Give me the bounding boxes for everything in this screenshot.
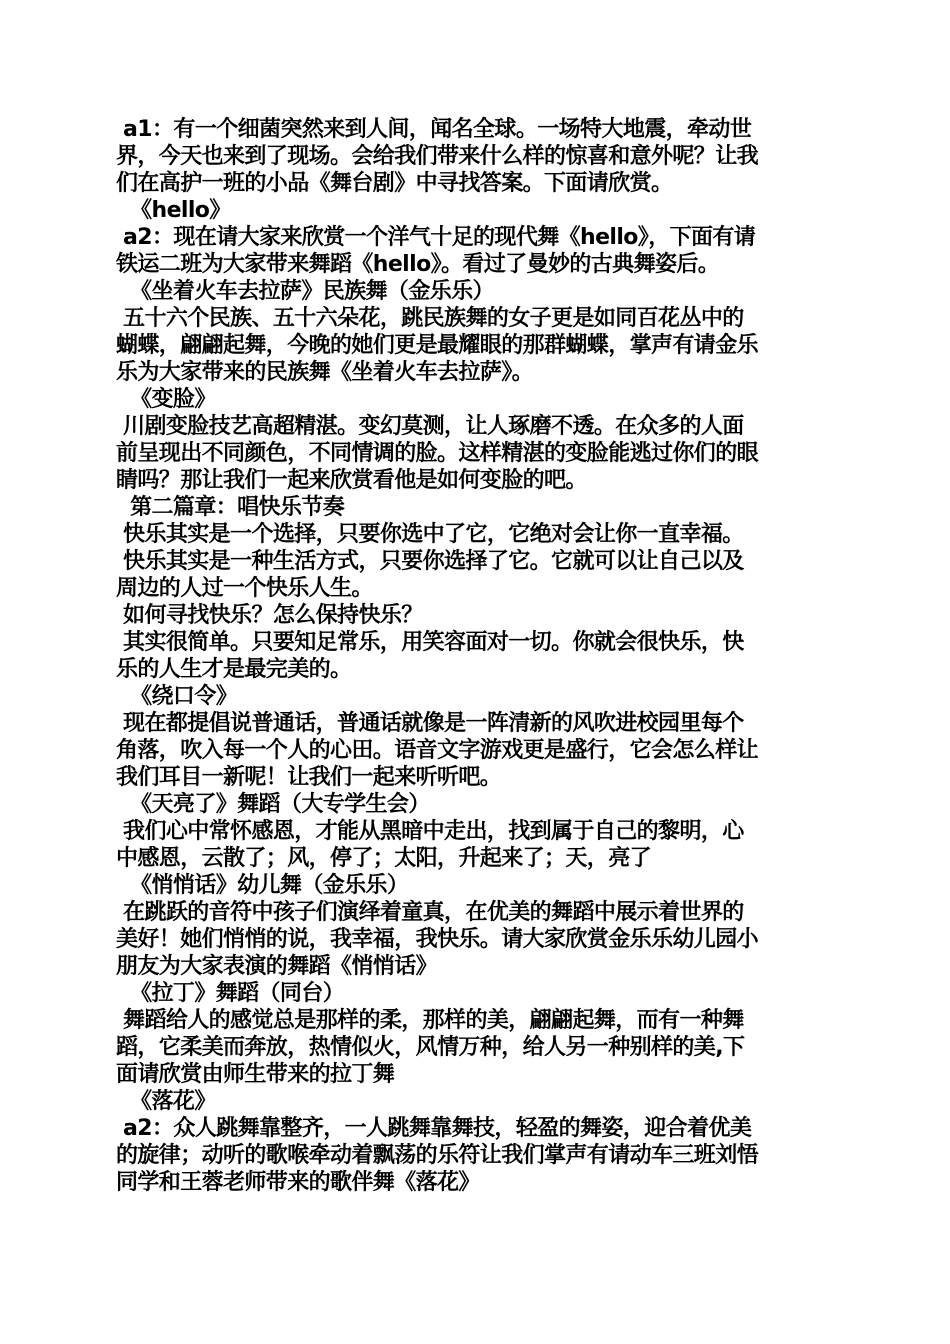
text-line: 周边的人过一个快乐人生。: [116, 576, 373, 601]
text-line: 乐为大家带来的民族舞《坐着火车去拉萨》。: [116, 360, 534, 385]
text-line: 其实很简单。只要知足常乐，用笑容面对一切。你就会很快乐，快: [116, 630, 744, 655]
text-line: 蹈，它柔美而奔放，热情似火，风情万种，给人另一种别样的美,下: [116, 1035, 745, 1060]
text-line: 五十六个民族、五十六朵花，跳民族舞的女子更是如同百花丛中的: [116, 306, 744, 331]
text-line: a2：众人跳舞靠整齐，一人跳舞靠舞技，轻盈的舞姿，迎合着优美: [116, 1116, 752, 1141]
text-line: 如何寻找快乐？怎么保持快乐？: [116, 603, 423, 628]
text-line: 铁运二班为大家带来舞蹈《hello》。看过了曼妙的古典舞姿后。: [116, 252, 720, 277]
text-line: 舞蹈给人的感觉总是那样的柔，那样的美，翩翩起舞，而有一种舞: [116, 1008, 744, 1033]
section-heading: 《落花》: [116, 1089, 216, 1114]
chapter-heading: 第二篇章：唱快乐节奏: [116, 495, 345, 520]
text-line: 同学和王蓉老师带来的歌伴舞《落花》: [116, 1170, 480, 1195]
text-line: 川剧变脸技艺高超精湛。变幻莫测，让人琢磨不透。在众多的人面: [116, 414, 744, 439]
text-line: 现在都提倡说普通话，普通话就像是一阵清新的风吹进校园里每个: [116, 711, 744, 736]
section-heading: 《拉丁》舞蹈（同台）: [116, 981, 345, 1006]
section-heading: 《绕口令》: [116, 684, 238, 709]
text-line: 中感恩，云散了；风，停了；太阳，升起来了；天，亮了: [116, 846, 652, 871]
section-heading: 《悄悄话》幼儿舞（金乐乐）: [116, 873, 409, 898]
text-line: 睛吗？那让我们一起来欣赏看他是如何变脸的吧。: [116, 468, 587, 493]
text-line: 快乐其实是一个选择，只要你选中了它，它绝对会让你一直幸福。: [116, 522, 744, 547]
text-line: a2：现在请大家来欣赏一个洋气十足的现代舞《hello》，下面有请: [116, 225, 756, 250]
text-line: 朋友为大家表演的舞蹈《悄悄话》: [116, 954, 438, 979]
text-line: 美好！她们悄悄的说，我幸福，我快乐。请大家欣赏金乐乐幼儿园小: [116, 927, 759, 952]
text-line: 前呈现出不同颜色，不同情调的脸。这样精湛的变脸能逃过你们的眼: [116, 441, 759, 466]
text-line: a1：有一个细菌突然来到人间，闻名全球。一场特大地震，牵动世: [116, 117, 752, 142]
text-line: 快乐其实是一种生活方式，只要你选择了它。它就可以让自己以及: [116, 549, 744, 574]
text-line: 乐的人生才是最完美的。: [116, 657, 352, 682]
text-line: 的旋律；动听的歌喉牵动着飘荡的乐符让我们掌声有请动车三班刘悟: [116, 1143, 759, 1168]
document-body: [116, 116, 836, 1196]
section-heading: 《hello》: [116, 198, 231, 223]
section-heading: 《坐着火车去拉萨》民族舞（金乐乐）: [116, 279, 494, 304]
text-line: 我们心中常怀感恩，才能从黑暗中走出，找到属于自己的黎明，心: [116, 819, 744, 844]
text-line: 界，今天也来到了现场。会给我们带来什么样的惊喜和意外呢？让我: [116, 144, 759, 169]
text-line: 角落，吹入每一个人的心田。语音文字游戏更是盛行，它会怎么样让: [116, 738, 759, 763]
section-heading: 《天亮了》舞蹈（大专学生会）: [116, 792, 430, 817]
text-line: 蝴蝶，翩翩起舞，今晚的她们更是最耀眼的那群蝴蝶，掌声有请金乐: [116, 333, 759, 358]
text-line: 在跳跃的音符中孩子们演绎着童真，在优美的舞蹈中展示着世界的: [116, 900, 744, 925]
section-heading: 《变脸》: [116, 387, 216, 412]
text-line: 我们耳目一新呢！让我们一起来听听吧。: [116, 765, 502, 790]
text-line: 们在高护一班的小品《舞台剧》中寻找答案。下面请欣赏。: [116, 171, 673, 196]
text-line: 面请欣赏由师生带来的拉丁舞: [116, 1062, 395, 1087]
